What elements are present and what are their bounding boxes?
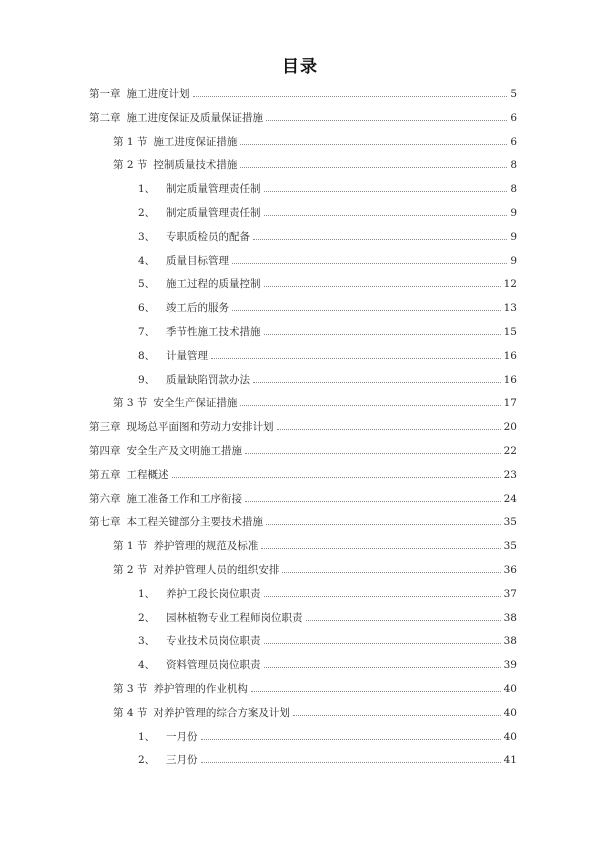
toc-entry-page: 38: [503, 611, 517, 624]
toc-entry-text: 现场总平面图和劳动力安排计划: [126, 421, 274, 434]
toc-entry-label: [89, 445, 242, 457]
toc-entry[interactable]: [0, 80, 517, 100]
toc-entry-label: [89, 421, 274, 433]
toc-entry-number: 第三章: [89, 421, 121, 434]
dot-leader: [245, 452, 501, 454]
toc-entry-page: 38: [503, 635, 517, 648]
toc-entry-text: 本工程关键部分主要技术措施: [126, 516, 263, 529]
toc-entry-page: 6: [510, 111, 517, 124]
dot-leader: [245, 500, 501, 502]
toc-entry-number: 2、: [138, 207, 156, 219]
dot-leader: [232, 262, 507, 264]
toc-entry-text: 制定质量管理责任制: [166, 207, 261, 219]
toc-entry-text: 竣工后的服务: [166, 302, 229, 315]
toc-entry-label: [138, 588, 261, 600]
toc-entry-number: 第 1 节: [113, 540, 148, 553]
toc-entry-page: 39: [503, 659, 517, 672]
dot-leader: [240, 143, 507, 145]
toc-entry-page: 16: [503, 349, 517, 362]
toc-entry-number: 第 4 节: [113, 706, 148, 719]
toc-entry-label: [89, 112, 263, 124]
toc-entry-page: 13: [503, 302, 517, 315]
toc-entry-text: 对养护管理的综合方案及计划: [153, 706, 290, 719]
toc-entry-label: [138, 183, 261, 195]
toc-entry-label: [138, 207, 261, 219]
toc-entry-number: 第四章: [89, 445, 121, 457]
toc-entry-number: 9、: [138, 373, 156, 386]
dot-leader: [293, 714, 501, 716]
toc-entry-number: 1、: [138, 730, 156, 743]
toc-entry-number: 第五章: [89, 468, 121, 481]
toc-entry-text: 三月份: [166, 754, 198, 767]
toc-entry-text: 一月份: [166, 730, 198, 743]
toc-entry-label: [113, 136, 237, 148]
dot-leader: [264, 595, 501, 597]
toc-entry-number: 4、: [138, 254, 156, 267]
toc-entry[interactable]: [0, 485, 517, 505]
toc-entry-number: 5、: [138, 278, 156, 291]
dot-leader: [306, 619, 501, 621]
toc-entry-page: 16: [503, 373, 517, 386]
toc-entry-text: 资料管理员岗位职责: [166, 659, 261, 672]
toc-entry-text: 质量目标管理: [166, 254, 229, 267]
toc-entry-text: 制定质量管理责任制: [166, 183, 261, 196]
toc-entry-text: 园林植物专业工程师岗位职责: [166, 611, 303, 624]
toc-entry-page: 35: [503, 540, 517, 553]
toc-entry-label: [138, 231, 250, 243]
toc-entry[interactable]: [0, 604, 517, 624]
toc-entry-number: 1、: [138, 587, 156, 600]
dot-leader: [266, 523, 501, 525]
toc-entry-page: 9: [510, 254, 517, 267]
toc-entry-label: [113, 564, 279, 576]
toc-entry-number: 第 3 节: [113, 397, 148, 410]
toc-entry-page: 40: [503, 683, 517, 695]
toc-entry-label: [89, 469, 169, 481]
toc-entry-label: [113, 397, 237, 409]
toc-entry[interactable]: [0, 437, 517, 457]
toc-entry-text: 控制质量技术措施: [153, 159, 238, 172]
toc-entry-label: [138, 731, 198, 743]
toc-entry-text: 养护工段长岗位职责: [166, 587, 261, 600]
toc-entry[interactable]: [0, 461, 517, 481]
dot-leader: [201, 761, 501, 763]
toc-entry-number: 2、: [138, 754, 156, 767]
toc-entry-number: 第七章: [89, 516, 121, 529]
toc-entry-label: [138, 612, 303, 624]
toc-entry-label: [138, 635, 261, 647]
dot-leader: [264, 214, 508, 216]
toc-entry-page: 15: [503, 326, 517, 338]
toc-entry-label: [89, 516, 263, 528]
toc-entry-text: 施工过程的质量控制: [166, 278, 261, 291]
dot-leader: [240, 404, 500, 406]
toc-entry-label: [113, 540, 258, 552]
dot-leader: [264, 666, 501, 668]
toc-entry-page: 24: [503, 492, 517, 505]
toc-entry-text: 安全生产保证措施: [153, 397, 238, 410]
dot-leader: [264, 333, 501, 335]
dot-leader: [282, 571, 500, 573]
toc-entry-text: 专业技术员岗位职责: [166, 635, 261, 648]
toc-entry[interactable]: [0, 270, 517, 290]
toc-entry-page: 36: [503, 564, 517, 576]
toc-entry-page: 35: [503, 516, 517, 529]
toc-entry-number: 第 1 节: [113, 135, 148, 148]
toc-entry[interactable]: [0, 128, 517, 148]
dot-leader: [264, 642, 501, 644]
toc-entry-page: 9: [510, 207, 517, 219]
toc-entry-text: 施工准备工作和工序衔接: [126, 492, 242, 505]
toc-entry-text: 质量缺陷罚款办法: [166, 373, 250, 386]
toc-entry-text: 养护管理的作业机构: [153, 683, 248, 695]
dot-leader: [172, 476, 501, 478]
toc-entry-number: 2、: [138, 611, 156, 624]
toc-entry-label: [138, 754, 198, 766]
dot-leader: [232, 309, 501, 311]
dot-leader: [264, 285, 501, 287]
toc-entry[interactable]: [0, 723, 517, 743]
toc-entry-text: 施工进度保证措施: [153, 135, 238, 148]
toc-entry-number: 3、: [138, 230, 156, 243]
toc-entry[interactable]: [0, 532, 517, 552]
toc-entry[interactable]: [0, 699, 517, 719]
toc-entry[interactable]: [0, 199, 517, 219]
toc-entry[interactable]: [0, 342, 517, 362]
dot-leader: [277, 428, 501, 430]
toc-entry[interactable]: [0, 247, 517, 267]
toc-entry-page: 9: [510, 230, 517, 243]
toc-entry-number: 8、: [138, 349, 156, 362]
dot-leader: [266, 119, 507, 121]
toc-entry[interactable]: [0, 294, 517, 314]
toc-entry-label: [113, 683, 248, 695]
toc-entry-text: 安全生产及文明施工措施: [126, 445, 242, 457]
toc-entry-page: 20: [503, 421, 517, 434]
toc-entry[interactable]: [0, 508, 517, 528]
toc-entry[interactable]: [0, 175, 517, 195]
toc-entry-label: [138, 374, 250, 386]
toc-entry[interactable]: [0, 223, 517, 243]
toc-entry-page: 17: [503, 397, 517, 410]
toc-entry-label: [113, 707, 290, 719]
toc-entry[interactable]: [0, 675, 517, 695]
toc-entry-label: [138, 255, 229, 267]
toc-entry-label: [138, 278, 261, 290]
toc-entry-page: 8: [510, 159, 517, 172]
toc-entry-number: 第一章: [89, 88, 121, 100]
toc-entry-number: 1、: [138, 183, 156, 196]
toc-entry-number: 3、: [138, 635, 156, 648]
toc-entry-page: 40: [503, 730, 517, 743]
toc-entry-label: [89, 493, 242, 505]
dot-leader: [251, 690, 501, 692]
toc-entry-text: 施工进度计划: [126, 88, 190, 100]
toc-entry[interactable]: [0, 413, 517, 433]
toc-entry-text: 专职质检员的配备: [166, 230, 250, 243]
toc-entry-text: 施工进度保证及质量保证措施: [126, 111, 263, 124]
toc-entry[interactable]: [0, 389, 517, 409]
toc-entry[interactable]: [0, 651, 517, 671]
toc-entry[interactable]: [0, 746, 517, 766]
toc-entry[interactable]: [0, 556, 517, 576]
dot-leader: [253, 238, 507, 240]
toc-entry-page: 23: [503, 468, 517, 481]
toc-entry-text: 对养护管理人员的组织安排: [153, 564, 280, 576]
dot-leader: [193, 95, 508, 97]
toc-entry-text: 季节性施工技术措施: [166, 326, 261, 338]
toc-entry-text: 工程概述: [126, 468, 169, 481]
dot-leader: [264, 190, 508, 192]
toc-entry[interactable]: [0, 104, 517, 124]
toc-entry-label: [138, 302, 229, 314]
toc-title: 目录: [282, 57, 318, 77]
toc-entry-page: 41: [503, 754, 517, 767]
toc-entry-label: [113, 159, 237, 171]
toc-entry[interactable]: [0, 318, 517, 338]
toc-entry-page: 5: [510, 88, 517, 100]
toc-entry-page: 40: [503, 706, 517, 719]
toc-entry-page: 6: [510, 135, 517, 148]
toc-entry-text: 养护管理的规范及标准: [153, 540, 259, 553]
toc-entry[interactable]: [0, 627, 517, 647]
toc-entry-label: [138, 326, 261, 338]
toc-entry-number: 4、: [138, 659, 156, 672]
toc-entry-page: 37: [503, 587, 517, 600]
dot-leader: [261, 547, 500, 549]
dot-leader: [201, 738, 501, 740]
toc-entry-text: 计量管理: [166, 349, 208, 362]
toc-entry-number: 第 2 节: [113, 564, 148, 576]
dot-leader: [240, 166, 507, 168]
toc-entry-number: 7、: [138, 326, 156, 338]
toc-entry[interactable]: [0, 366, 517, 386]
toc-entry[interactable]: [0, 151, 517, 171]
toc-entry-number: 第二章: [89, 111, 121, 124]
toc-entry-page: 8: [510, 183, 517, 196]
toc-entry-label: [138, 350, 208, 362]
dot-leader: [211, 357, 501, 359]
toc-entry[interactable]: [0, 580, 517, 600]
toc-entry-page: 12: [503, 278, 517, 291]
toc-entry-number: 第六章: [89, 492, 121, 505]
toc-entry-number: 第 3 节: [113, 683, 148, 695]
toc-entry-page: 22: [503, 445, 517, 457]
toc-entry-number: 6、: [138, 302, 156, 315]
toc-entry-label: [138, 659, 261, 671]
toc-entry-number: 第 2 节: [113, 159, 148, 172]
toc-entry-label: [89, 88, 190, 100]
dot-leader: [253, 381, 501, 383]
